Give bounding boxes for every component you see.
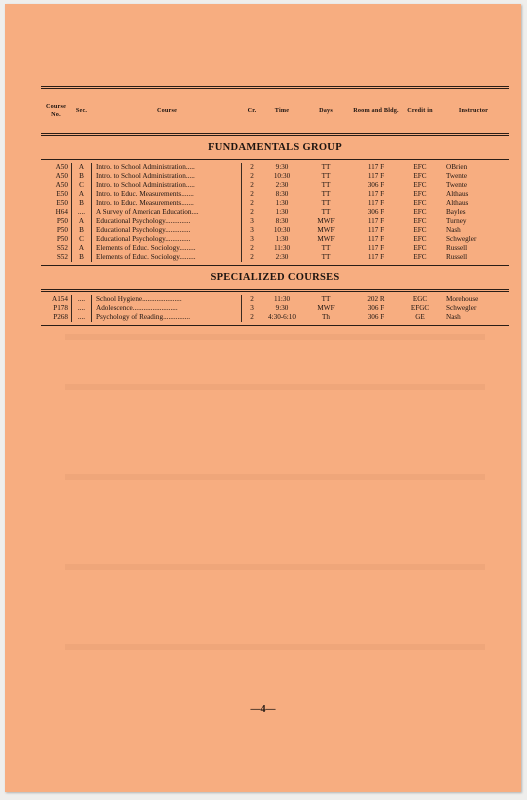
room-cell: 117 F (367, 253, 385, 261)
instructor-cell: Nash (446, 226, 461, 234)
days-cell: TT (321, 208, 331, 216)
instructor-cell: Schwegler (446, 304, 477, 312)
room-cell: 117 F (367, 244, 385, 252)
credit-in-cell: EFC (413, 163, 427, 171)
course-title-cell: Elements of Educ. Sociology......... (92, 244, 242, 253)
course-title-cell: A Survey of American Education.... (92, 208, 242, 217)
credit-in-cell: EFC (413, 181, 427, 189)
credit-in-cell: EFC (413, 235, 427, 243)
credit-in-cell: GE (415, 313, 425, 321)
show-through (65, 644, 485, 650)
table-row (41, 244, 509, 253)
table-header (41, 89, 509, 133)
days-cell: TT (321, 295, 331, 303)
schedule-table (41, 86, 509, 326)
course-no-cell: P178 (53, 304, 68, 312)
section-cell: A (71, 244, 92, 253)
course-no-cell: E50 (56, 199, 68, 207)
fundamentals-rows (41, 160, 509, 265)
credit-hours-cell: 2 (250, 253, 254, 261)
table-row (41, 304, 509, 313)
table-row (41, 163, 509, 172)
days-cell: TT (321, 199, 331, 207)
header-cr: Cr. (247, 107, 257, 115)
page-number: —4— (250, 704, 276, 715)
room-cell: 306 F (367, 304, 385, 312)
days-cell: TT (321, 253, 331, 261)
table-row (41, 235, 509, 244)
course-no-cell: E50 (56, 190, 68, 198)
table-row (41, 208, 509, 217)
time-cell: 1:30 (275, 199, 289, 207)
room-cell: 117 F (367, 163, 385, 171)
room-cell: 117 F (367, 235, 385, 243)
credit-hours-cell: 2 (250, 208, 254, 216)
section-title-fundamentals: FUNDAMENTALS GROUP (208, 142, 342, 153)
time-cell: 4:30-6:10 (268, 313, 296, 321)
days-cell: MWF (317, 235, 335, 243)
course-title-cell: Educational Psychology.............. (92, 217, 242, 226)
course-no-cell: S52 (56, 253, 68, 261)
credit-hours-cell: 2 (250, 190, 254, 198)
course-title-cell: Adolescence......................... (92, 304, 242, 313)
section-cell: B (71, 199, 92, 208)
credit-in-cell: EFC (413, 199, 427, 207)
credit-in-cell: EFC (413, 172, 427, 180)
show-through (65, 474, 485, 480)
time-cell: 11:30 (273, 295, 291, 303)
course-no-cell: P50 (56, 226, 68, 234)
credit-in-cell: EFC (413, 253, 427, 261)
instructor-cell: Morehouse (446, 295, 479, 303)
course-title-cell: Educational Psychology.............. (92, 235, 242, 244)
course-title-cell: Intro. to School Administration..... (92, 163, 242, 172)
credit-hours-cell: 2 (250, 181, 254, 189)
header-credit: Credit in (407, 107, 433, 115)
time-cell: 8:30 (275, 217, 289, 225)
credit-hours-cell: 2 (250, 313, 254, 321)
days-cell: TT (321, 172, 331, 180)
credit-hours-cell: 3 (250, 226, 254, 234)
section-cell: B (71, 253, 92, 262)
days-cell: Th (322, 313, 330, 321)
credit-hours-cell: 2 (250, 199, 254, 207)
show-through (65, 384, 485, 390)
table-row (41, 172, 509, 181)
credit-in-cell: EFC (413, 208, 427, 216)
instructor-cell: Twente (446, 172, 468, 180)
credit-in-cell: EGC (412, 295, 428, 303)
section-cell: C (71, 181, 92, 190)
days-cell: MWF (317, 304, 335, 312)
section-cell: .... (71, 313, 92, 322)
time-cell: 1:30 (275, 208, 289, 216)
course-no-cell: A50 (55, 163, 68, 171)
time-cell: 2:30 (275, 253, 289, 261)
section-title-specialized: SPECIALIZED COURSES (210, 272, 340, 283)
section-cell: .... (71, 304, 92, 313)
course-no-cell: A50 (55, 172, 68, 180)
course-title-cell: Intro. to Educ. Measurements....... (92, 190, 242, 199)
header-days: Days (319, 107, 333, 115)
course-no-cell: P50 (56, 235, 68, 243)
instructor-cell: Bayles (446, 208, 466, 216)
table-row (41, 295, 509, 304)
specialized-rows (41, 292, 509, 325)
instructor-cell: Schwegler (446, 235, 477, 243)
days-cell: TT (321, 190, 331, 198)
time-cell: 8:30 (275, 190, 289, 198)
table-row (41, 190, 509, 199)
page (5, 4, 521, 792)
course-title-cell: Intro. to School Administration..... (92, 181, 242, 190)
room-cell: 306 F (367, 181, 385, 189)
days-cell: TT (321, 181, 331, 189)
credit-in-cell: EFC (413, 217, 427, 225)
credit-in-cell: EFGC (410, 304, 430, 312)
room-cell: 306 F (367, 313, 385, 321)
header-room: Room and Bldg. (353, 107, 399, 115)
section-cell: B (71, 172, 92, 181)
days-cell: TT (321, 244, 331, 252)
instructor-cell: Twente (446, 181, 468, 189)
header-instructor: Instructor (458, 107, 489, 115)
instructor-cell: Althaus (446, 190, 469, 198)
credit-hours-cell: 3 (250, 304, 254, 312)
course-no-cell: H64 (55, 208, 68, 216)
room-cell: 117 F (367, 172, 385, 180)
section-cell: .... (71, 208, 92, 217)
time-cell: 1:30 (275, 235, 289, 243)
room-cell: 202 R (367, 295, 385, 303)
instructor-cell: Althaus (446, 199, 469, 207)
days-cell: MWF (317, 226, 335, 234)
time-cell: 11:30 (273, 244, 291, 252)
bottom-rule (41, 325, 509, 326)
header-time: Time (274, 107, 290, 115)
table-row (41, 181, 509, 190)
course-no-cell: P268 (53, 313, 68, 321)
instructor-cell: Turney (446, 217, 467, 225)
section-cell: A (71, 163, 92, 172)
table-row (41, 253, 509, 262)
time-cell: 10:30 (273, 226, 291, 234)
header-course-no: Course No. (45, 103, 67, 118)
credit-hours-cell: 2 (250, 244, 254, 252)
course-no-cell: A154 (52, 295, 68, 303)
course-title-cell: Psychology of Reading............... (92, 313, 242, 322)
time-cell: 9:30 (275, 163, 289, 171)
course-title-cell: Intro. to Educ. Measurements....... (92, 199, 242, 208)
course-no-cell: P50 (56, 217, 68, 225)
room-cell: 117 F (367, 190, 385, 198)
instructor-cell: OBrien (446, 163, 468, 171)
course-title-cell: Intro. to School Administration..... (92, 172, 242, 181)
room-cell: 117 F (367, 226, 385, 234)
section-cell: A (71, 190, 92, 199)
room-cell: 306 F (367, 208, 385, 216)
header-course: Course (156, 107, 178, 115)
time-cell: 9:30 (275, 304, 289, 312)
section-cell: B (71, 226, 92, 235)
time-cell: 10:30 (273, 172, 291, 180)
show-through (65, 564, 485, 570)
credit-hours-cell: 2 (250, 163, 254, 171)
room-cell: 117 F (367, 199, 385, 207)
instructor-cell: Nash (446, 313, 461, 321)
credit-hours-cell: 3 (250, 235, 254, 243)
instructor-cell: Russell (446, 244, 468, 252)
credit-in-cell: EFC (413, 190, 427, 198)
days-cell: TT (321, 163, 331, 171)
section-cell: C (71, 235, 92, 244)
credit-hours-cell: 2 (250, 172, 254, 180)
course-title-cell: School Hygiene...................... (92, 295, 242, 304)
time-cell: 2:30 (275, 181, 289, 189)
section-cell: .... (71, 295, 92, 304)
credit-in-cell: EFC (413, 226, 427, 234)
course-no-cell: S52 (56, 244, 68, 252)
header-sec: Sec. (75, 107, 88, 115)
credit-in-cell: EFC (413, 244, 427, 252)
days-cell: MWF (317, 217, 335, 225)
room-cell: 117 F (367, 217, 385, 225)
course-title-cell: Elements of Educ. Sociology......... (92, 253, 242, 262)
table-row (41, 226, 509, 235)
table-row (41, 217, 509, 226)
course-no-cell: A50 (55, 181, 68, 189)
course-title-cell: Educational Psychology.............. (92, 226, 242, 235)
table-row (41, 313, 509, 322)
credit-hours-cell: 2 (250, 295, 254, 303)
show-through (65, 334, 485, 340)
section-cell: A (71, 217, 92, 226)
table-row (41, 199, 509, 208)
credit-hours-cell: 3 (250, 217, 254, 225)
instructor-cell: Russell (446, 253, 468, 261)
